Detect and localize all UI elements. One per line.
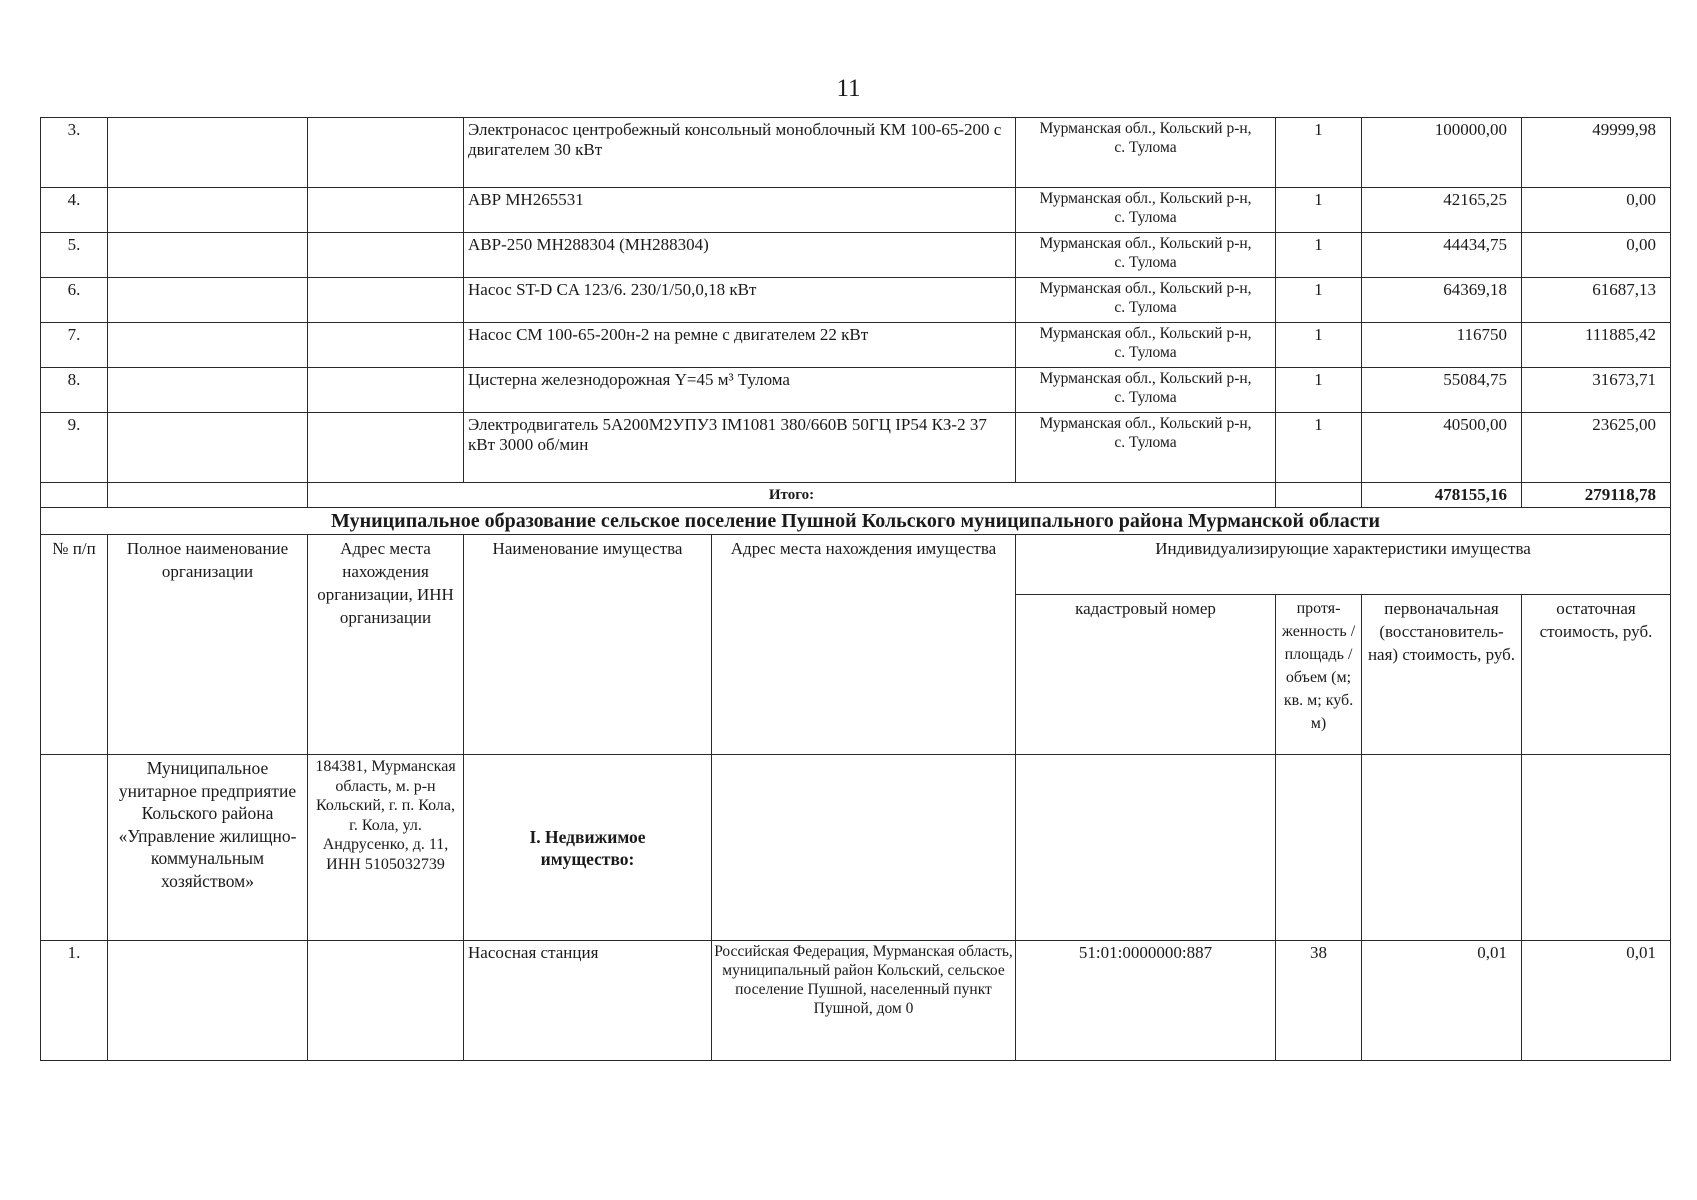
address-line-1: Мурманская обл., Кольский р-н, — [1039, 120, 1252, 137]
table-row — [41, 233, 1671, 278]
residual-cost: 111885,42 — [1522, 323, 1671, 368]
address-line-1: Мурманская обл., Кольский р-н, — [1039, 235, 1252, 252]
address-line-2: с. Тулома — [1114, 139, 1177, 156]
property-name: Насос СМ 100-65-200н-2 на ремне с двигателем 22 кВт — [464, 323, 1016, 368]
address-line-2: с. Тулома — [1114, 209, 1177, 226]
residual-cost: 49999,98 — [1522, 118, 1671, 188]
address-line-1: Мурманская обл., Кольский р-н, — [1039, 190, 1252, 207]
organization-row — [41, 755, 1671, 941]
header-residual-cost: остаточная стоимость, руб. — [1522, 595, 1671, 755]
quantity: 1 — [1276, 233, 1362, 278]
property-address — [1016, 278, 1276, 323]
residual-cost: 23625,00 — [1522, 413, 1671, 483]
organization-address: 184381, Мурманская область, м. р-н Кольский, г. п. Кола, г. Кола, ул. Андрусенко, д. 11, ИНН 5105032739 — [308, 755, 464, 941]
header-initial-cost: первоначальная (восстановитель-ная) стоимость, руб. — [1362, 595, 1522, 755]
property-address — [1016, 368, 1276, 413]
address-line-2: с. Тулома — [1114, 389, 1177, 406]
row-num: 8. — [41, 368, 108, 413]
total-label: Итого: — [308, 483, 1276, 508]
header-property-address: Адрес места нахождения имущества — [712, 535, 1016, 755]
property-name: Электродвигатель 5А200М2УПУ3 IM1081 380/660В 50ГЦ IP54 КЗ-2 37 кВт 3000 об/мин — [464, 413, 1016, 483]
property-address: Российская Федерация, Мурманская область, муниципальный район Кольский, сельское поселение Пушной, населенный пункт Пушной, дом 0 — [712, 941, 1016, 1061]
page-number: 11 — [836, 75, 861, 102]
header-characteristics: Индивидуализирующие характеристики имущества — [1016, 535, 1671, 595]
initial-cost: 116750 — [1362, 323, 1522, 368]
property-name: АВР-250 МН288304 (МН288304) — [464, 233, 1016, 278]
address-line-1: Мурманская обл., Кольский р-н, — [1039, 370, 1252, 387]
property-table — [40, 117, 1671, 1061]
header-property-name: Наименование имущества — [464, 535, 712, 755]
initial-cost: 40500,00 — [1362, 413, 1522, 483]
row-num: 9. — [41, 413, 108, 483]
header-length: протя-женность /площадь /объем (м; кв. м; куб. м) — [1276, 595, 1362, 755]
table-row — [41, 118, 1671, 188]
quantity: 1 — [1276, 413, 1362, 483]
property-address — [1016, 413, 1276, 483]
header-org-name: Полное наименование организации — [108, 535, 308, 755]
initial-cost: 55084,75 — [1362, 368, 1522, 413]
initial-cost: 64369,18 — [1362, 278, 1522, 323]
quantity: 1 — [1276, 118, 1362, 188]
address-line-2: с. Тулома — [1114, 299, 1177, 316]
property-name: Насос ST-D CA 123/6. 230/1/50,0,18 кВт — [464, 278, 1016, 323]
address-line-1: Мурманская обл., Кольский р-н, — [1039, 325, 1252, 342]
initial-cost: 100000,00 — [1362, 118, 1522, 188]
table-row — [41, 278, 1671, 323]
table-row — [41, 323, 1671, 368]
row-num: 4. — [41, 188, 108, 233]
header-num: № п/п — [41, 535, 108, 755]
quantity: 1 — [1276, 368, 1362, 413]
initial-cost: 0,01 — [1362, 941, 1522, 1061]
residual-cost: 0,00 — [1522, 188, 1671, 233]
address-line-2: с. Тулома — [1114, 254, 1177, 271]
total-residual: 279118,78 — [1522, 483, 1671, 508]
header-cadastral: кадастровый номер — [1016, 595, 1276, 755]
table-row — [41, 941, 1671, 1061]
property-address — [1016, 118, 1276, 188]
organization-name: Муниципальное унитарное предприятие Кольского района «Управление жилищно-коммунальным хозяйством» — [108, 755, 308, 941]
header-row — [41, 535, 1671, 595]
property-name: Цистерна железнодорожная Y=45 м³ Тулома — [464, 368, 1016, 413]
address-line-1: Мурманская обл., Кольский р-н, — [1039, 280, 1252, 297]
property-address — [1016, 233, 1276, 278]
row-num: 5. — [41, 233, 108, 278]
property-address — [1016, 323, 1276, 368]
quantity: 1 — [1276, 323, 1362, 368]
property-name: Насосная станция — [464, 941, 712, 1061]
quantity: 1 — [1276, 278, 1362, 323]
residual-cost: 0,01 — [1522, 941, 1671, 1061]
table-row — [41, 413, 1671, 483]
residual-cost: 31673,71 — [1522, 368, 1671, 413]
row-num: 1. — [41, 941, 108, 1061]
total-initial: 478155,16 — [1362, 483, 1522, 508]
table-row — [41, 188, 1671, 233]
row-num: 7. — [41, 323, 108, 368]
section-title-row — [41, 508, 1671, 535]
cadastral-number: 51:01:0000000:887 — [1016, 941, 1276, 1061]
property-name: АВР МН265531 — [464, 188, 1016, 233]
initial-cost: 44434,75 — [1362, 233, 1522, 278]
section-title: Муниципальное образование сельское поселение Пушной Кольского муниципального района Мурманской области — [41, 508, 1671, 535]
table-row — [41, 368, 1671, 413]
initial-cost: 42165,25 — [1362, 188, 1522, 233]
property-name: Электронасос центробежный консольный моноблочный КМ 100-65-200 с двигателем 30 кВт — [464, 118, 1016, 188]
length-area: 38 — [1276, 941, 1362, 1061]
residual-cost: 0,00 — [1522, 233, 1671, 278]
row-num: 6. — [41, 278, 108, 323]
address-line-2: с. Тулома — [1114, 344, 1177, 361]
address-line-2: с. Тулома — [1114, 434, 1177, 451]
quantity: 1 — [1276, 188, 1362, 233]
header-org-address: Адрес места нахождения организации, ИНН организации — [308, 535, 464, 755]
property-address — [1016, 188, 1276, 233]
address-line-1: Мурманская обл., Кольский р-н, — [1039, 415, 1252, 432]
row-num: 3. — [41, 118, 108, 188]
total-row — [41, 483, 1671, 508]
property-category: I. Недвижимое имущество: — [464, 755, 712, 941]
residual-cost: 61687,13 — [1522, 278, 1671, 323]
